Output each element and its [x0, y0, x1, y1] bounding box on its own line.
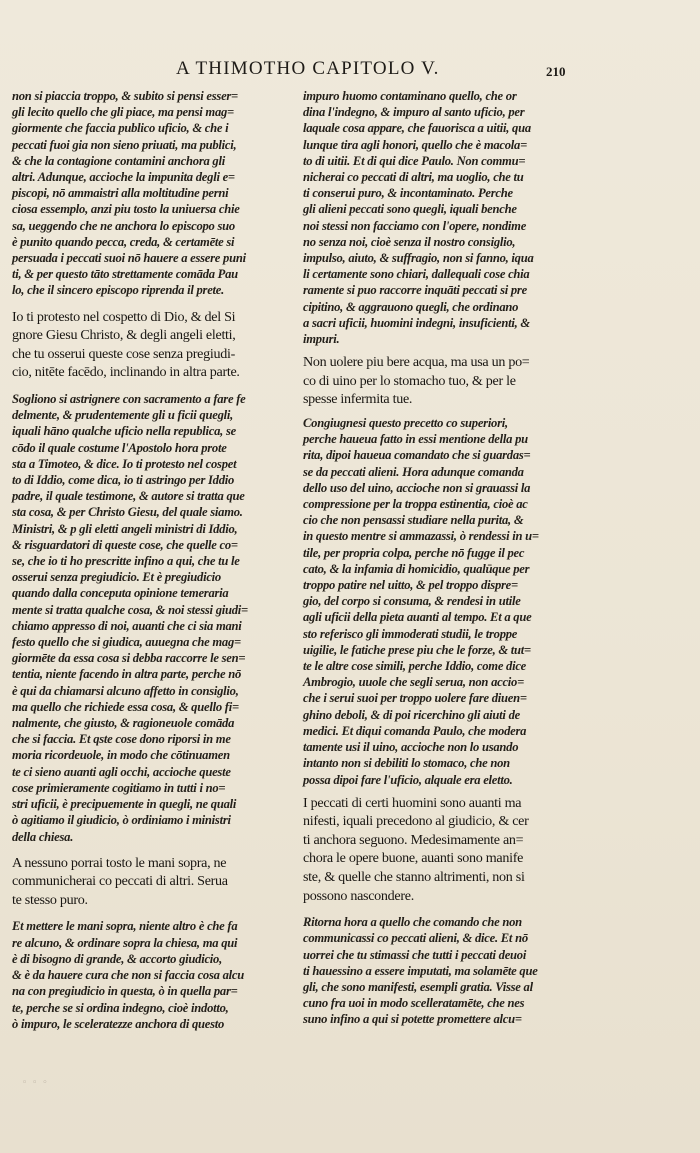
text-line: A nessuno porrai tosto le mani sopra, ne [12, 854, 227, 871]
commentary-block [12, 391, 300, 845]
right-column [303, 88, 591, 1028]
page-header [0, 58, 700, 82]
text-line: re alcuno, & ordinare sopra la chiesa, ma qui [12, 935, 238, 950]
text-line: cio che non pensassi studiare nella purita, & [303, 513, 524, 528]
text-line: intanto non si debiliti lo stomaco, che non [303, 756, 510, 771]
text-line: gli alieni peccati sono quegli, iquali benche [303, 202, 517, 217]
text-line: che tu osserui queste cose senza pregiudi- [12, 345, 235, 362]
text-line: possono nascondere. [303, 887, 414, 904]
text-line: cuno fra uoi in modo scelleratamēte, che nes [303, 996, 525, 1011]
scripture-verse [12, 308, 300, 382]
text-line: dina l'indegno, & impuro al santo uficio, per [303, 105, 525, 120]
text-line: & risguardatori di queste cose, che quelle co= [12, 537, 238, 552]
text-line: gio, del corpo si consuma, & rendesi in utile [303, 594, 521, 609]
text-line: te ci sieno auanti agli occhi, accioche queste [12, 764, 231, 779]
text-line: che i serui suoi per troppo uolere fare diuen= [303, 691, 527, 706]
text-line: cato, & la infamia di homicidio, qualūque per [303, 561, 530, 576]
text-line: delmente, & prudentemente gli u ficii quegli, [12, 408, 234, 423]
text-line: sto referisco gli immoderati studii, le troppe [303, 626, 518, 641]
text-line: no senza noi, cioè senza il nostro consiglio, [303, 234, 516, 249]
text-line: in questo mentre si ammazassi, ò rendessi in u= [303, 529, 539, 544]
text-line: altri. Adunque, accioche la impunita degli e= [12, 170, 235, 185]
scripture-verse [303, 794, 591, 906]
text-line: padre, il quale testimone, & autore si tratta que [12, 489, 245, 504]
text-line: co di uino per lo stomacho tuo, & per le [303, 372, 516, 389]
text-line: laquale cosa appare, che fauorisca a uitii, qua [303, 121, 531, 136]
text-line: Ritorna hora a quello che comando che non [303, 915, 522, 930]
text-line: è punito quando pecca, creda, & certamēte si [12, 234, 235, 249]
text-line: quando dalla conceputa opinione temeraria [12, 586, 229, 601]
text-line: medici. Et diqui comanda Paulo, che modera [303, 723, 527, 738]
text-line: tentia, niente facendo in altra parte, perche nō [12, 667, 242, 682]
text-line: to di uitii. Et di qui dice Paulo. Non commu= [303, 153, 526, 168]
library-stamp-mark: ◦ ◦ ◦ [22, 1078, 49, 1088]
text-line: na con pregiudicio in questa, ò in quella par= [12, 984, 238, 999]
scripture-verse [303, 353, 591, 409]
text-line: nalmente, che giusto, & ragioneuole comāda [12, 716, 235, 731]
text-line: ghino deboli, & di poi ricerchino gli aiuti de [303, 707, 520, 722]
text-line: uigilie, le fatiche prese piu che le forze, & tut= [303, 642, 531, 657]
text-line: communicherai co peccati di altri. Serua [12, 873, 228, 890]
text-line: Non uolere piu bere acqua, ma usa un po= [303, 354, 530, 371]
text-line: & che la contagione contamini anchora gli [12, 153, 225, 168]
text-line: ò agitiamo il giudicio, ò ordiniamo i ministri [12, 813, 231, 828]
text-line: cōdo il quale costume l'Apostolo hora prote [12, 440, 227, 455]
text-line: suno infino a qui si potette promettere alcu= [303, 1012, 522, 1027]
text-line: impuri. [303, 332, 340, 347]
text-line: agli uficii della pieta auanti al tempo. Et a que [303, 610, 532, 625]
text-line: spesse infermita tue. [303, 391, 413, 408]
text-line: uorrei che tu stimassi che tutti i peccati deuoi [303, 947, 527, 962]
text-line: ti conserui puro, & incontaminato. Perche [303, 186, 513, 201]
text-line: chora le opere buone, auanti sono manife [303, 850, 524, 867]
text-line: Sogliono si astrignere con sacramento a fare fe [12, 392, 246, 407]
text-line: ste, & quelle che stanno altrimenti, non si [303, 869, 525, 886]
text-line: possa dipoi fare l'uficio, alquale era eletto. [303, 772, 513, 787]
text-line: ciosa essemplo, anzi piu tosto la uniuersa chie [12, 202, 240, 217]
commentary-block [303, 914, 591, 1027]
text-line: te le altre cose simili, perche Iddio, come dice [303, 659, 527, 674]
text-line: tile, per propria colpa, perche nō fugge il pec [303, 545, 525, 560]
text-line: moria ricordeuole, in modo che cōtinuamen [12, 748, 230, 763]
text-line: festo quello che si giudica, auuegna che mag= [12, 635, 241, 650]
text-line: nifesti, iquali precedono al giudicio, & cer [303, 813, 529, 830]
text-line: lunque tira agli honori, quello che è macola= [303, 137, 528, 152]
text-line: della chiesa. [12, 829, 74, 844]
text-line: communicassi co peccati alieni, & dice. Et nō [303, 931, 528, 946]
text-line: non si piaccia troppo, & subito si pensi esser= [12, 89, 238, 103]
text-line: & è da hauere cura che non si faccia cosa alcu [12, 968, 244, 983]
text-line: lo, che il sincero episcopo riprenda il prete. [12, 283, 225, 298]
text-line: te, perche se si ordina indegno, cioè indotto, [12, 1000, 229, 1015]
text-line: perche haueua fatto in essi mentione della pu [303, 432, 528, 447]
text-line: cose primieramente cogitiamo in tutti i no= [12, 780, 226, 795]
text-line: sta cosa, & per Christo Giesu, del quale siamo. [12, 505, 243, 520]
text-line: cio, nitēte facēdo, inclinando in altra parte. [12, 364, 240, 381]
text-line: rita, dipoi haueua comandato che si guardas= [303, 448, 531, 463]
commentary-block [303, 415, 591, 788]
text-line: nicherai co peccati di altri, ma uoglio, che tu [303, 170, 524, 185]
text-line: gli, che sono manifesti, esempli gratia. Visse al [303, 980, 533, 995]
text-line: sa, ueggendo che ne anchora lo episcopo suo [12, 218, 235, 233]
text-line: Ministri, & p gli eletti angeli ministri di Iddio, [12, 521, 238, 536]
text-line: gnore Giesu Christo, & degli angeli eletti, [12, 327, 236, 344]
text-line: stri uficii, è precipuemente in quegli, ne quali [12, 797, 237, 812]
text-line: giormēte da essa cosa si debba raccorre le sen= [12, 651, 246, 666]
text-line: Io ti protesto nel cospetto di Dio, & del Si [12, 308, 236, 325]
text-line: Ambrogio, uuole che segli serua, non accio= [303, 675, 525, 690]
text-line: è qui da chiamarsi alcuno affetto in consiglio, [12, 683, 239, 698]
running-head: A THIMOTHO CAPITOLO V. [176, 58, 440, 79]
text-line: to di Iddio, come dica, io ti astringo per Iddio [12, 473, 235, 488]
text-line: I peccati di certi huomini sono auanti ma [303, 794, 522, 811]
text-line: peccati fuoi gia non sieno priuati, ma publici, [12, 137, 237, 152]
left-column [12, 88, 300, 1032]
text-line: tamente usi il uino, accioche non lo usando [303, 740, 519, 755]
text-line: sta a Timoteo, & dice. Io ti protesto nel cospet [12, 456, 237, 471]
text-line: ò impuro, le sceleratezze anchora di questo [12, 1016, 225, 1031]
text-line: ti, & per questo tāto strettamente comāda Pau [12, 267, 238, 282]
text-line: compressione per la troppa estinentia, cioè ac [303, 497, 528, 512]
commentary-block [303, 88, 591, 347]
text-line: impulso, aiuto, & suffragio, non si fanno, iqua [303, 251, 534, 266]
text-line: ma quello che richiede essa cosa, & quello fi= [12, 699, 239, 714]
text-line: cipitino, & aggrauono quegli, che ordinano [303, 299, 519, 314]
text-line: te stesso puro. [12, 891, 88, 908]
text-line: a sacri uficii, huomini indegni, insuficienti, & [303, 315, 530, 330]
scripture-verse [12, 854, 300, 910]
folio-number: 210 [546, 64, 566, 79]
text-line: mente si tratta qualche cosa, & noi stessi giudi= [12, 602, 248, 617]
text-line: chiamo appresso di noi, auanti che ci sia mani [12, 618, 242, 633]
text-line: noi stessi non facciamo con l'opere, nondime [303, 218, 527, 233]
text-line: se, che io ti ho prescritte infino a qui, che tu le [12, 554, 240, 569]
text-line: ti hauessino a essere imputati, ma solamēte que [303, 963, 538, 978]
commentary-block [12, 88, 300, 299]
text-line: che si faccia. Et qste cose dono riporsi in me [12, 732, 231, 747]
text-line: Et mettere le mani sopra, niente altro è che fa [12, 919, 238, 934]
text-line: piscopi, nō ammaistri alla moltitudine perni [12, 186, 229, 201]
text-line: li certamente sono chiari, dallequali cose chia [303, 267, 530, 282]
text-line: ramente si puo raccorre inquāti peccati si pre [303, 283, 527, 298]
text-line: persuada i peccati suoi nō hauere a essere puni [12, 251, 246, 266]
text-line: impuro huomo contaminano quello, che or [303, 89, 517, 103]
text-line: è di bisogno di grande, & accorto giudicio, [12, 951, 222, 966]
text-line: troppo patire nel uitto, & pel troppo dispre= [303, 578, 518, 593]
text-line: iquali hāno qualche uficio nella republica, se [12, 424, 236, 439]
text-line: Congiugnesi questo precetto co superiori, [303, 416, 508, 431]
text-line: se da peccati alieni. Hora adunque comanda [303, 464, 524, 479]
text-line: giormente che faccia publico uficio, & che i [12, 121, 229, 136]
text-line: osserui senza pregiudicio. Et è pregiudicio [12, 570, 221, 585]
text-line: gli lecito quello che gli piace, ma pensi mag= [12, 105, 234, 120]
commentary-block [12, 918, 300, 1031]
text-line: ti anchora seguono. Medesimamente an= [303, 831, 524, 848]
text-line: dello uso del uino, accioche non si grauassi la [303, 480, 531, 495]
